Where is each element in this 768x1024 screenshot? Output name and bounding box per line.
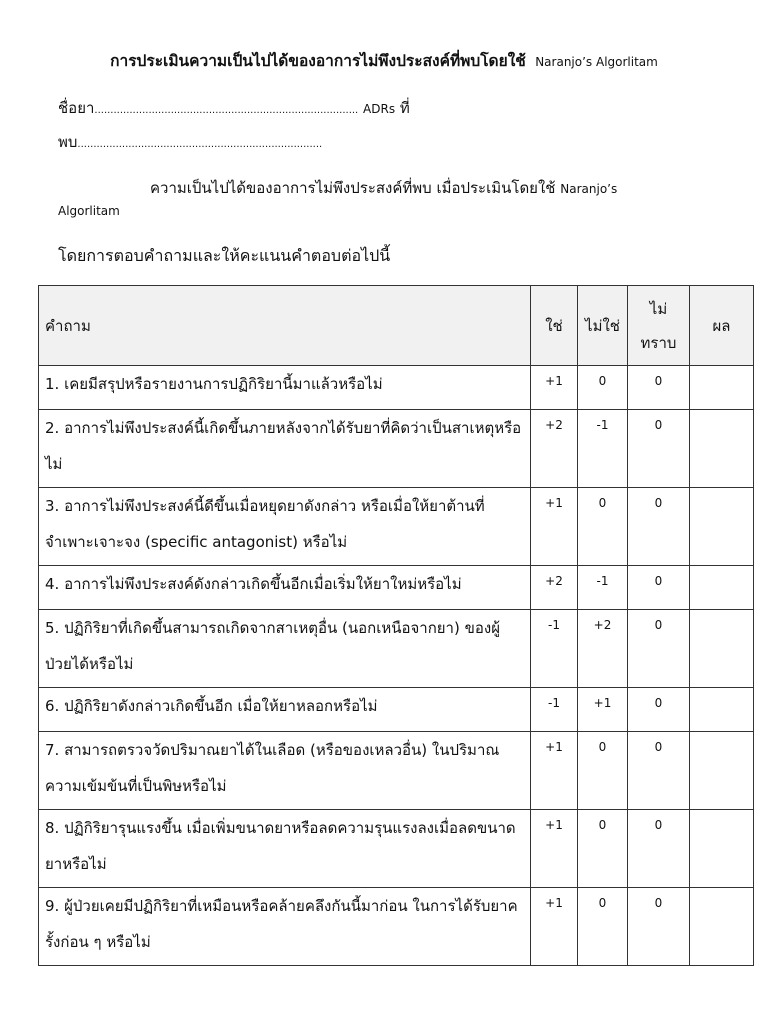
- question-cell: 2. อาการไม่พึงประสงค์นี้เกิดขึ้นภายหลังจากได้รับยาที่คิดว่าเป็นสาเหตุหรือไม่: [39, 410, 531, 488]
- intro-text: โดยการตอบคำถามและให้คะแนนคำตอบต่อไปนี้: [58, 246, 391, 265]
- table-row: [39, 366, 754, 410]
- found-label: พบ: [58, 133, 78, 151]
- header-question: คำถาม: [39, 286, 531, 366]
- question-cell: 1. เคยมีสรุปหรือรายงานการปฏิกิริยานี้มาแล้วหรือไม่: [39, 366, 531, 410]
- result-cell[interactable]: [690, 410, 754, 488]
- unknown-score[interactable]: 0: [628, 732, 690, 810]
- yes-score[interactable]: -1: [531, 688, 578, 732]
- table-header-row: [39, 286, 754, 366]
- drug-name-line: [58, 96, 410, 120]
- no-score[interactable]: 0: [578, 888, 628, 966]
- no-score[interactable]: -1: [578, 410, 628, 488]
- no-score[interactable]: 0: [578, 366, 628, 410]
- unknown-score[interactable]: 0: [628, 366, 690, 410]
- unknown-score[interactable]: 0: [628, 610, 690, 688]
- found-line: [58, 130, 322, 154]
- header-result: ผล: [690, 286, 754, 366]
- yes-score[interactable]: +2: [531, 410, 578, 488]
- no-score[interactable]: -1: [578, 566, 628, 610]
- document-title: [0, 48, 768, 73]
- unknown-score[interactable]: 0: [628, 410, 690, 488]
- assessment-naranjo: Naranjo’s: [560, 182, 618, 196]
- result-cell[interactable]: [690, 488, 754, 566]
- result-cell[interactable]: [690, 610, 754, 688]
- title-suffix: Naranjo’s Algorlitam: [535, 55, 658, 69]
- unknown-score[interactable]: 0: [628, 566, 690, 610]
- table-row: [39, 488, 754, 566]
- yes-score[interactable]: +1: [531, 366, 578, 410]
- no-score[interactable]: +2: [578, 610, 628, 688]
- yes-score[interactable]: +1: [531, 488, 578, 566]
- yes-score[interactable]: +1: [531, 888, 578, 966]
- header-unknown-line2: ทราบ: [640, 333, 677, 352]
- assessment-line: [150, 176, 617, 200]
- drug-name-label: ชื่อยา: [58, 99, 95, 117]
- table-row: [39, 410, 754, 488]
- question-cell: 9. ผู้ป่วยเคยมีปฏิกิริยาที่เหมือนหรือคล้ายคลึงกันนี้มาก่อน ในการได้รับยาครั้งก่อน ๆ หรือไม่: [39, 888, 531, 966]
- no-score[interactable]: +1: [578, 688, 628, 732]
- header-yes: ใช่: [531, 286, 578, 366]
- table-row: [39, 688, 754, 732]
- table-row: [39, 888, 754, 966]
- result-cell[interactable]: [690, 888, 754, 966]
- question-cell: 7. สามารถตรวจวัดปริมาณยาได้ในเลือด (หรือของเหลวอื่น) ในปริมาณความเข้มข้นที่เป็นพิษหรือไม่: [39, 732, 531, 810]
- question-cell: 3. อาการไม่พึงประสงค์นี้ดีขึ้นเมื่อหยุดยาดังกล่าว หรือเมื่อให้ยาต้านที่จำเพาะเจาะจง (specific antagonist) หรือไม่: [39, 488, 531, 566]
- question-cell: 5. ปฏิกิริยาที่เกิดขึ้นสามารถเกิดจากสาเหตุอื่น (นอกเหนือจากยา) ของผู้ป่วยได้หรือไม่: [39, 610, 531, 688]
- drug-name-blank[interactable]: ...................................................................................: [94, 105, 359, 116]
- unknown-score[interactable]: 0: [628, 810, 690, 888]
- question-cell: 4. อาการไม่พึงประสงค์ดังกล่าวเกิดขึ้นอีกเมื่อเริ่มให้ยาใหม่หรือไม่: [39, 566, 531, 610]
- header-unknown-line1: ไม่: [649, 299, 668, 318]
- no-score[interactable]: 0: [578, 732, 628, 810]
- adrs-label: ADRs: [363, 102, 396, 116]
- result-cell[interactable]: [690, 566, 754, 610]
- no-score[interactable]: 0: [578, 488, 628, 566]
- found-blank[interactable]: .............................................................................: [77, 139, 323, 150]
- yes-score[interactable]: +2: [531, 566, 578, 610]
- result-cell[interactable]: [690, 688, 754, 732]
- unknown-score[interactable]: 0: [628, 688, 690, 732]
- table-row: [39, 810, 754, 888]
- no-score[interactable]: 0: [578, 810, 628, 888]
- assessment-text: ความเป็นไปได้ของอาการไม่พึงประสงค์ที่พบ เมื่อประเมินโดยใช้: [150, 179, 556, 197]
- yes-score[interactable]: +1: [531, 732, 578, 810]
- result-cell[interactable]: [690, 732, 754, 810]
- result-cell[interactable]: [690, 810, 754, 888]
- question-cell: 8. ปฏิกิริยารุนแรงขึ้น เมื่อเพิ่มขนาดยาหรือลดความรุนแรงลงเมื่อลดขนาดยาหรือไม่: [39, 810, 531, 888]
- unknown-score[interactable]: 0: [628, 888, 690, 966]
- question-cell: 6. ปฏิกิริยาดังกล่าวเกิดขึ้นอีก เมื่อให้ยาหลอกหรือไม่: [39, 688, 531, 732]
- naranjo-table: [38, 285, 754, 966]
- header-unknown: [628, 286, 690, 366]
- title-main: การประเมินความเป็นไปได้ของอาการไม่พึงประสงค์ที่พบโดยใช้: [110, 52, 526, 70]
- table-row: [39, 566, 754, 610]
- yes-score[interactable]: +1: [531, 810, 578, 888]
- result-cell[interactable]: [690, 366, 754, 410]
- table-row: [39, 732, 754, 810]
- header-no: ไม่ใช่: [578, 286, 628, 366]
- assessment-algorlitam: Algorlitam: [58, 204, 120, 218]
- table-row: [39, 610, 754, 688]
- unknown-score[interactable]: 0: [628, 488, 690, 566]
- ti-label: ที่: [399, 99, 410, 117]
- yes-score[interactable]: -1: [531, 610, 578, 688]
